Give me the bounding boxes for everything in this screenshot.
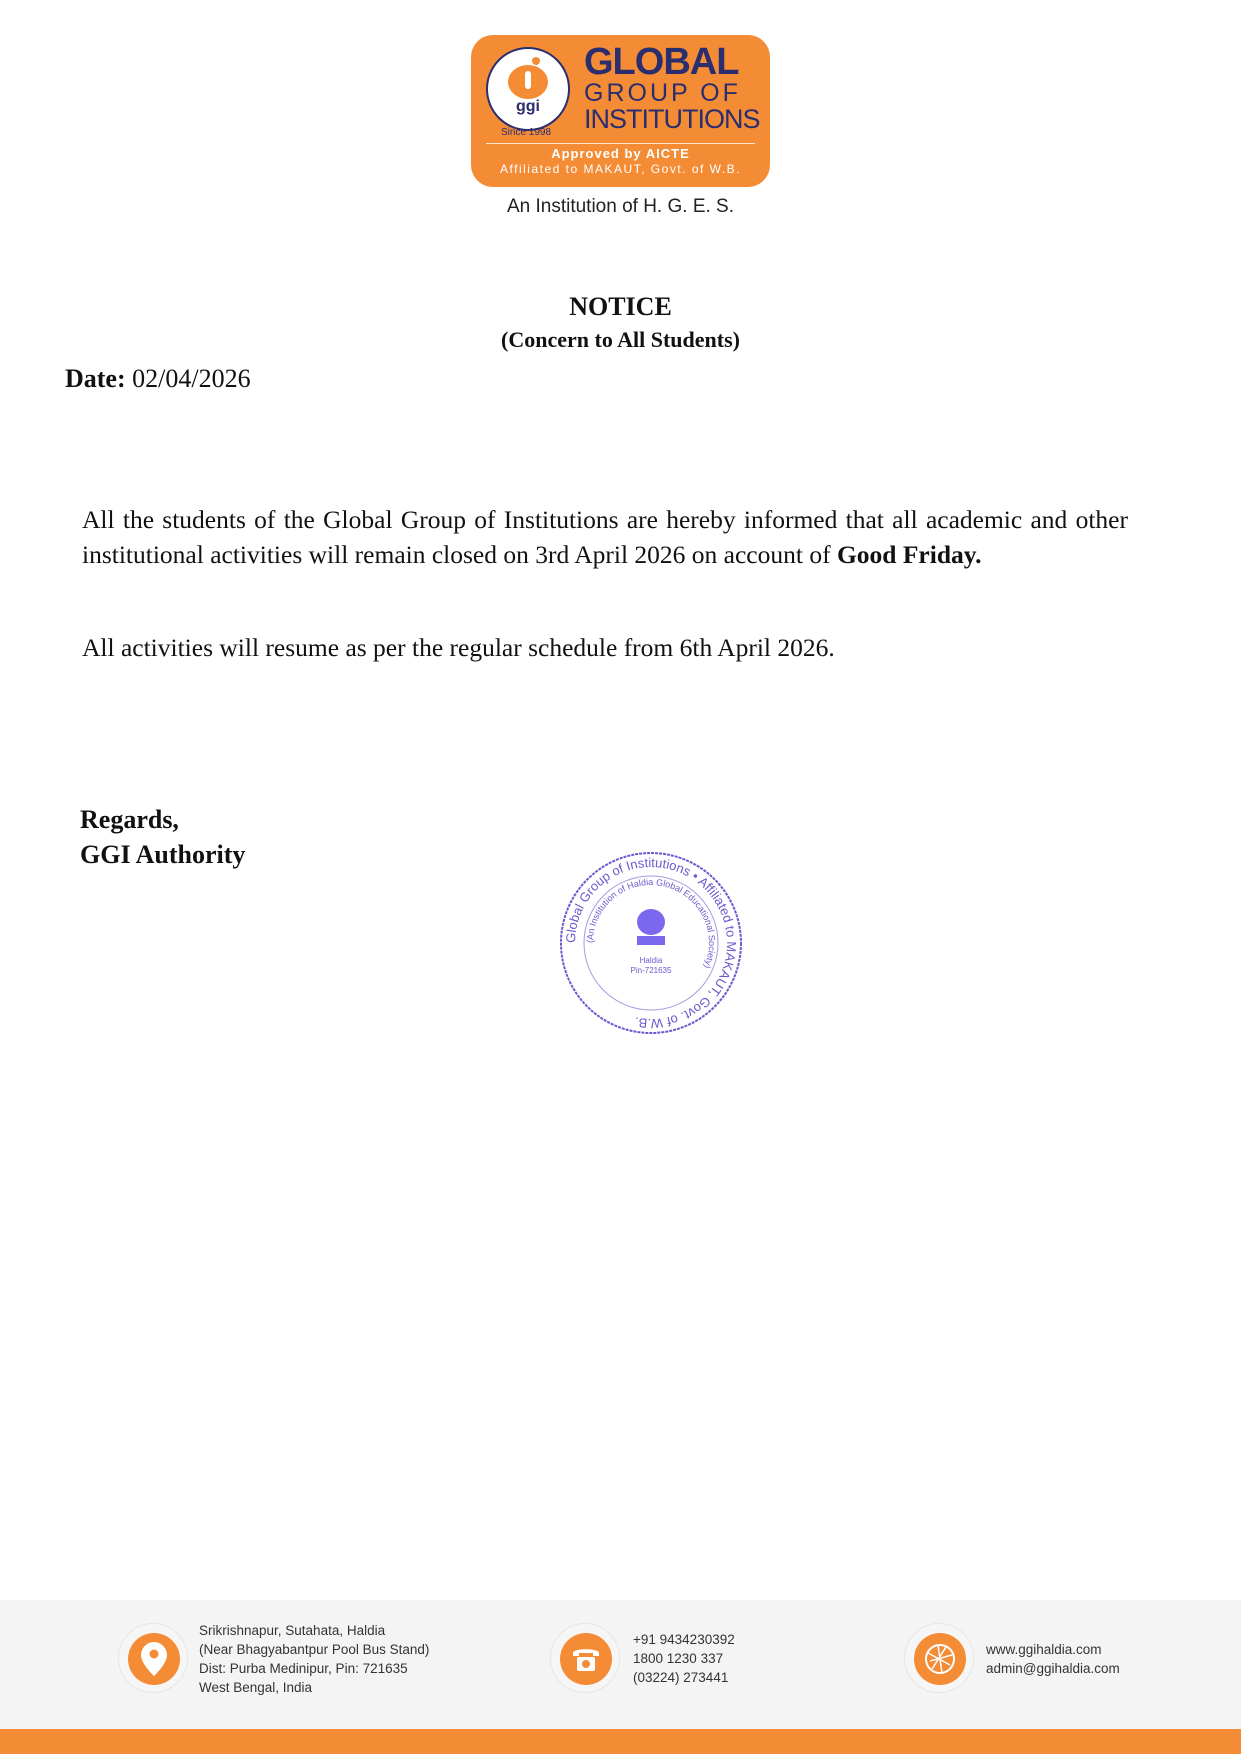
svg-text:ggi: ggi: [516, 98, 540, 115]
institution-logo: ggi Since 1998 GLOBAL GROUP OF INSTITUTIONS Approved by AICTE Affiliated to MAKAUT, Govt. of W.B.: [471, 35, 770, 187]
notice-title: NOTICE: [569, 292, 672, 321]
footer-address: Srikrishnapur, Sutahata, Haldia (Near Bhagyabantpur Pool Bus Stand) Dist: Purba Medinipur, Pin: 721635 West Bengal, India: [199, 1623, 430, 1695]
notice-subtitle: (Concern to All Students): [501, 327, 740, 352]
location-icon: [118, 1623, 188, 1693]
notice-paragraph-2: All activities will resume as per the regular schedule from 6th April 2026.: [82, 633, 835, 662]
svg-text:Global Group of Institutions •: Global Group of Institutions • Affiliated to MAKAUT, Govt. of W.B.: [562, 854, 740, 1032]
svg-text:Haldia: Haldia: [639, 956, 663, 965]
notice-paragraph-1: All the students of the Global Group of Institutions are hereby informed that all academic and other institutional activities will remain closed on 3rd April 2026 on account of Good Friday.: [82, 505, 1128, 569]
website-link[interactable]: www.ggihaldia.com: [986, 1642, 1102, 1657]
signoff: Regards, GGI Authority: [80, 805, 246, 869]
email-link[interactable]: admin@ggihaldia.com: [986, 1661, 1120, 1676]
approval-text: Approved by AICTE: [551, 146, 690, 161]
svg-text:(An Institution of Haldia Glob: (An Institution of Haldia Global Educational Society): [584, 876, 718, 971]
affiliation-text: Affiliated to MAKAUT, Govt. of W.B.: [499, 162, 741, 176]
footer-phones: +91 9434230392 1800 1230 337 (03224) 273441: [633, 1632, 735, 1685]
svg-text:Pin-721635: Pin-721635: [630, 966, 672, 975]
logo-name: GLOBAL GROUP OF INSTITUTIONS: [584, 41, 760, 134]
institution-stamp: [558, 850, 744, 1036]
notice-date: Date: 02/04/2026: [65, 364, 251, 393]
footer-web: [986, 1640, 1120, 1678]
ggi-emblem: [486, 47, 570, 131]
globe-icon: [904, 1623, 974, 1693]
phone-icon: [550, 1623, 620, 1693]
footer-accent-bar: [0, 1729, 1241, 1754]
footer: [0, 1600, 1241, 1729]
institution-subtitle: An Institution of H. G. E. S.: [506, 196, 735, 217]
